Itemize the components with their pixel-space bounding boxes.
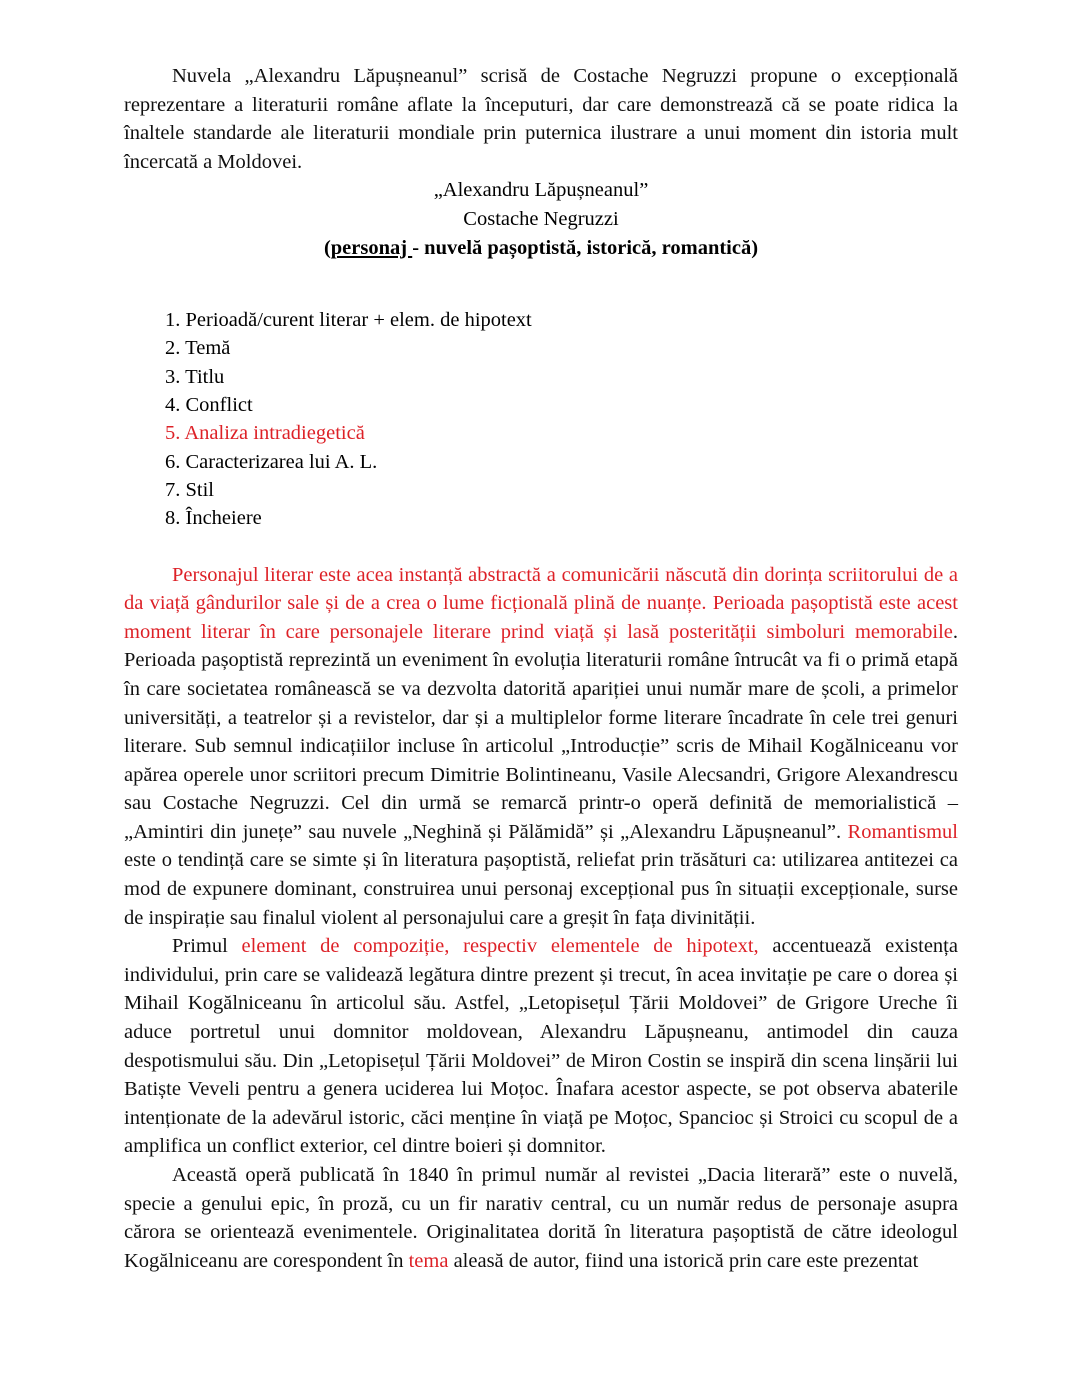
list-item — [165, 448, 958, 476]
list-item — [165, 306, 958, 334]
list-item-label: Analiza intradiegetică — [184, 422, 365, 445]
work-author: Costache Negruzzi — [463, 207, 619, 230]
list-item-label: Titlu — [185, 365, 225, 388]
paragraph-three — [124, 1161, 958, 1275]
paragraph-three-red-term: tema — [408, 1249, 449, 1272]
work-title: „Alexandru Lăpușneanul” — [433, 179, 649, 202]
list-item-number: 4. — [165, 394, 181, 417]
list-paragraph-spacer — [124, 533, 958, 561]
list-item-label: Încheiere — [185, 507, 262, 530]
paragraph-one-black-a: . Perioada pașoptistă reprezintă un eveniment în evoluția literaturii române întrucât va fi o primă etapă în care societatea românească se va dezvolta datorită apariției unui număr mare de școli, a primelor universități, a teatrelor și a revistelor, dar și a multiplelor forme literare încadrate în cele trei genuri literare. Sub semnul indicațiilor incluse în articolul „Introducție” scris de Mihail Kogălniceanu vor apărea operele unor scriitori precum Dimitrie Bolintineanu, Vasile Alecsandri, Grigore Alexandrescu sau Costache Negruzzi. Cel din urmă se remarcă printr-o operă definită de memorialistică – „Amintiri din junețe” sau nuvele „Neghină și Pălămidă” și „Alexandru Lăpușneanul”. — [124, 620, 958, 843]
paragraph-two-red-phrase: element de compoziție, respectiv elementele de hipotext, — [241, 935, 759, 958]
list-item-label: Temă — [185, 337, 231, 360]
paragraph-one-black-b: este o tendință care se simte și în literatura pașoptistă, reliefat prin trăsături ca: utilizarea antitezei ca mod de expunere dominant, construirea unui personaj excepțional pus în situații excepționale, surse de inspirație sau finalul violent al personajului care a greșit în fața divinității. — [124, 849, 958, 929]
paragraph-one — [124, 561, 958, 933]
list-item — [165, 363, 958, 391]
paragraph-three-black-lead: Această operă publicată în 1840 în primul număr al revistei „Dacia literară” este o nuvelă, specie a genului epic, în proză, cu un fir narativ central, cu un număr redus de personaje asupra cărora se orientează evenimentele. Originalitatea dorită în literatura pașoptistă de către ideologul Kogălniceanu are corespondent în — [124, 1164, 958, 1272]
body-copy — [124, 561, 958, 1276]
list-item-label: Caracterizarea lui A. L. — [185, 450, 378, 473]
list-item-highlighted — [165, 419, 958, 447]
paragraph-two-black-rest: accentuează existența individului, prin care se validează legătura dintre prezent și trecut, în acea invitație pe care o dorea și Mihail Kogălniceanu în articolul său. Astfel, „Letopisețul Țării Moldovei” de Grigore Ureche îi aduce portretul unui domnitor moldovean, Alexandru Lăpușneanu, antimodel din cauza despotismului său. Din „Letopisețul Țării Moldovei” de Miron Costin se inspiră din scena linșării lui Batiște Veveli pentru a genera uciderea lui Moțoc. Înafara acestor aspecte, se pot observa abaterile intenționate de la adevărul istoric, căci menține în viață pe Moțoc, Spancioc și Stroici cu scopul de a amplifica un conflict exterior, cel dintre boieri și domnitor. — [124, 935, 958, 1158]
list-item-label: Stil — [185, 478, 214, 501]
list-item-number: 3. — [165, 365, 181, 388]
work-subtitle — [124, 234, 958, 263]
paragraph-two — [124, 932, 958, 1161]
list-item-number: 5. — [165, 422, 181, 445]
list-item — [165, 476, 958, 504]
list-item — [165, 391, 958, 419]
subtitle-open-paren: ( — [323, 236, 331, 259]
list-item-number: 1. — [165, 309, 181, 332]
subtitle-rest: - nuvelă pașoptistă, istorică, romantică) — [412, 236, 759, 259]
list-item-number: 6. — [165, 450, 181, 473]
list-item-number: 2. — [165, 337, 181, 360]
list-item — [165, 504, 958, 532]
list-item-label: Perioadă/curent literar + elem. de hipotext — [185, 309, 532, 332]
paragraph-one-red-term: Romantismul — [847, 820, 958, 843]
list-item-number: 8. — [165, 507, 181, 530]
list-item — [165, 334, 958, 362]
paragraph-three-black-rest: aleasă de autor, fiind una istorică prin care este prezentat — [448, 1249, 919, 1272]
paragraph-one-red-lead: Personajul literar este acea instanță abstractă a comunicării născută din dorința scriitorului de a da viață gândurilor sale și de a crea o lume ficțională plină de nuanțe. Perioada pașoptistă este acest moment literar în care personajele literare prind viață și lasă posterității simboluri memorabile — [124, 563, 958, 643]
outline-list — [124, 306, 958, 532]
intro-paragraph-block — [124, 62, 958, 176]
list-item-number: 7. — [165, 478, 181, 501]
list-item-label: Conflict — [185, 394, 253, 417]
intro-paragraph: Nuvela „Alexandru Lăpușneanul” scrisă de Costache Negruzzi propune o excepțională reprezentare a literaturii române aflate la începuturi, dar care demonstrează că se poate ridica la înaltele standarde ale literaturii mondiale prin puternica ilustrare a unui moment din istoria mult încercată a Moldovei. — [124, 65, 958, 173]
subtitle-underlined-term: personaj — [330, 236, 413, 259]
paragraph-two-black-lead: Primul — [172, 935, 242, 958]
